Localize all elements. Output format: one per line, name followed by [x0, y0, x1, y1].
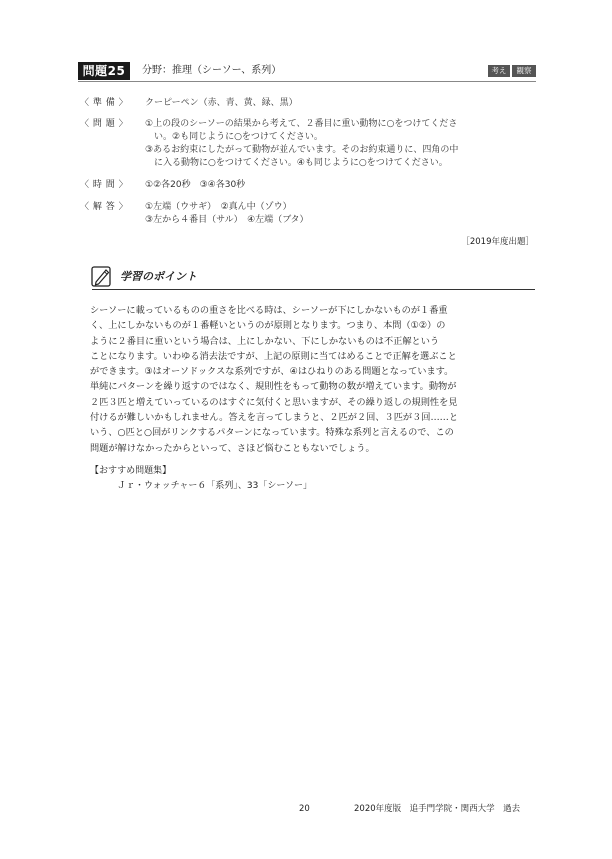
footer-title: 2020年度版 追手門学院・関西大学 過去 — [354, 804, 521, 814]
pencil-memo-icon — [90, 264, 114, 288]
body-answer: ①左端（ウサギ） ②真ん中（ゾウ） ③左から４番目（サル） ④左端（ブタ） — [145, 202, 309, 225]
body-question: ①上の段のシーソーの結果から考えて、２番目に重い動物に○をつけてくださ い。②も同じように○をつけてください。 ③あるお約束にしたがって動物が並んでいます。そのお約束通りに、四角の中 に入る動物に○をつけてください。④も同じように○をつけてください。 — [145, 119, 459, 168]
label-time: 〈 時 間 〉 — [80, 180, 129, 190]
recommend-title: 【おすすめ問題集】 — [90, 466, 172, 476]
label-preparation: 〈 準 備 〉 — [80, 98, 129, 108]
header-divider — [78, 81, 536, 82]
tag-observe: 観察 — [512, 65, 536, 77]
year-note: ［2019年度出題］ — [461, 237, 534, 247]
recommend-item: Ｊｒ・ウォッチャー６「系列」、33「シーソー」 — [117, 481, 312, 491]
body-preparation: クーピーペン（赤、青、黄、緑、黒） — [145, 98, 298, 108]
problem-number: 問題25 — [78, 62, 130, 80]
tag-think: 考え — [488, 65, 510, 77]
page-number: 20 — [299, 804, 310, 814]
problem-field: 分野：推理（シーソー、系列） — [142, 65, 282, 76]
point-title: 学習のポイント — [120, 270, 197, 283]
label-answer: 〈 解 答 〉 — [80, 202, 129, 212]
label-question: 〈 問 題 〉 — [80, 119, 129, 129]
point-paragraph: シーソーに載っているものの重さを比べる時は、シーソーが下にしかないものが１番重 く、上にしかないものが１番軽いというのが原則となります。つまり、本問（①②）の ように２番目に重いという場合は、上にしかない、下にしかないものは不正解という ことになります。いわゆる消去法ですが、上記の原則に当てはめることで正解を選ぶこと ができます。③はオーソドックスな系列ですが、④はひねりのある問題となっています。 単純にパターンを繰り返すのではなく、規則性をもって動物の数が増えています。動物が ２匹３匹と増えていっているのはすぐに気付くと思いますが、その繰り返しの規則性を見 付けるが難しいかもしれません。答えを言ってしまうと、２匹が２回、３匹が３回……と いう、○匹と○回がリンクするパターンになっています。特殊な系列と言えるので、この 問題が解けなかったからといって、さほど悩むこともないでしょう。 — [90, 305, 459, 454]
body-time: ①②各20秒 ③④各30秒 — [145, 180, 246, 190]
point-divider — [92, 289, 535, 290]
